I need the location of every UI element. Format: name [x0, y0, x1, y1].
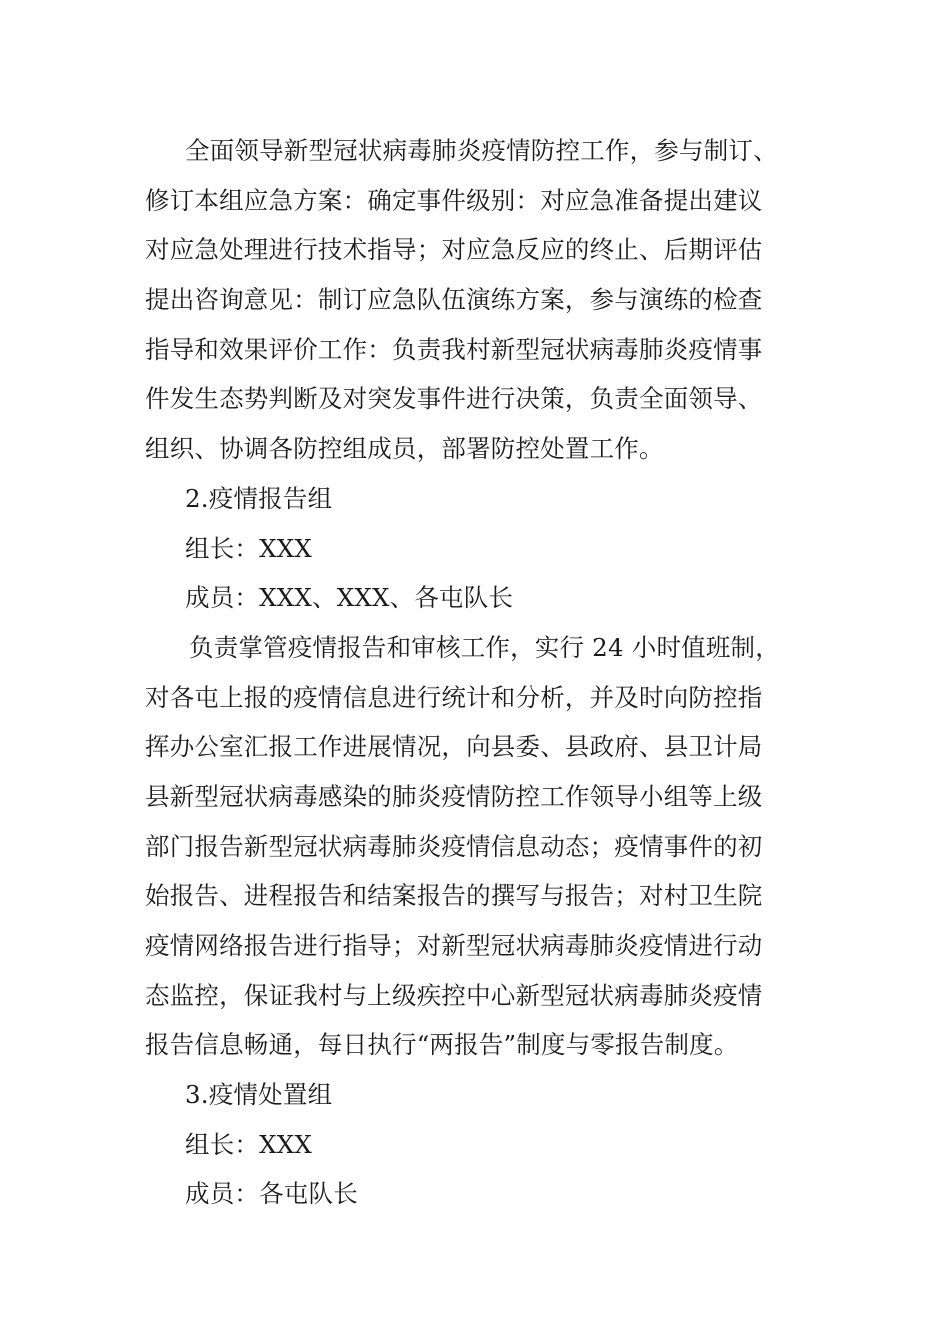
group-leader: 组长：XXX — [185, 533, 313, 563]
paragraph-line: 疫情网络报告进行指导；对新型冠状病毒肺炎疫情进行动 — [145, 931, 763, 960]
paragraph-line: 件发生态势判断及对突发事件进行决策，负责全面领导、 — [145, 384, 763, 414]
group-leader: 组长：XXX — [185, 1129, 313, 1159]
paragraph-line: 挥办公室汇报工作进展情况，向县委、县政府、县卫计局 — [145, 732, 763, 762]
paragraph-line: 态监控，保证我村与上级疾控中心新型冠状病毒肺炎疫情 — [145, 980, 763, 1010]
paragraph-line: 提出咨询意见：制订应急队伍演练方案，参与演练的检查 — [145, 285, 763, 315]
paragraph-line: 报告信息畅通，每日执行“两报告”制度与零报告制度。 — [145, 1030, 739, 1060]
group-members: 成员：各屯队长 — [185, 1179, 358, 1209]
paragraph-line: 组织、协调各防控组成员，部署防控处置工作。 — [145, 434, 664, 464]
document-body — [145, 126, 807, 1219]
paragraph-line: 始报告、进程报告和结案报告的撰写与报告；对村卫生院 — [145, 881, 763, 911]
paragraph-line: 对应急处理进行技术指导；对应急反应的终止、后期评估 — [145, 235, 763, 265]
paragraph-line: 指导和效果评价工作：负责我村新型冠状病毒肺炎疫情事 — [145, 334, 763, 364]
group-members: 成员：XXX、XXX、各屯队长 — [185, 583, 514, 613]
paragraph-line: 部门报告新型冠状病毒肺炎疫情信息动态；疫情事件的初 — [145, 831, 763, 861]
paragraph-line: 全面领导新型冠状病毒肺炎疫情防控工作，参与制订、 — [185, 136, 778, 165]
section-heading: 2.疫情报告组 — [185, 483, 333, 513]
section-heading: 3.疫情处置组 — [185, 1080, 333, 1110]
paragraph-line: 县新型冠状病毒感染的肺炎疫情防控工作领导小组等上级 — [145, 781, 763, 811]
paragraph-line: 对各屯上报的疫情信息进行统计和分析，并及时向防控指 — [145, 682, 763, 712]
paragraph-line: 负责掌管疫情报告和审核工作，实行 24 小时值班制， — [189, 632, 780, 662]
paragraph-line: 修订本组应急方案：确定事件级别：对应急准备提出建议 — [145, 185, 763, 215]
